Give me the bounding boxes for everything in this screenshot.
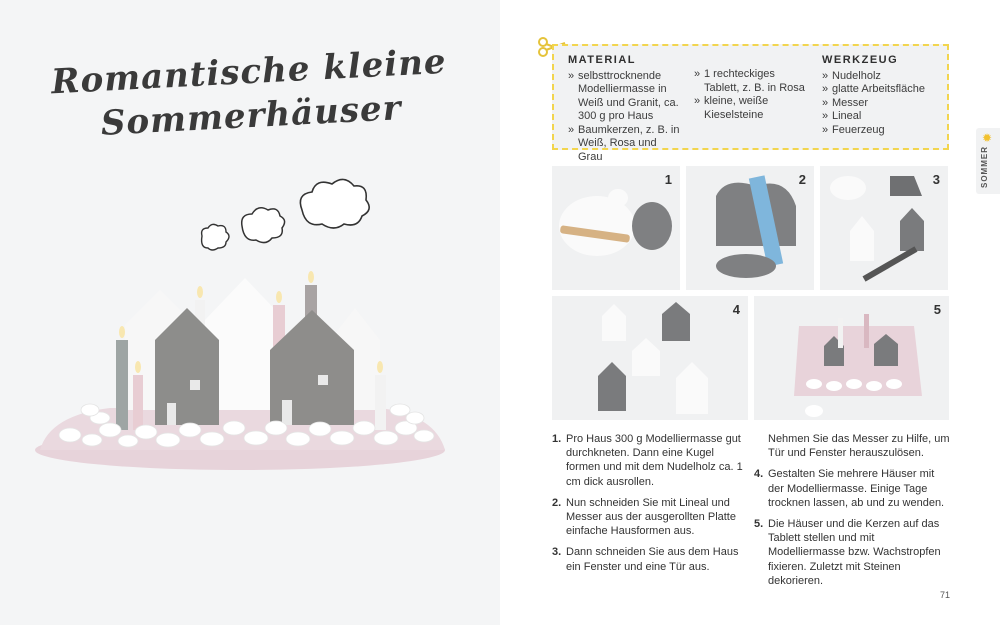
step-1 (552, 432, 747, 489)
werkzeug-heading: WERKZEUG (822, 54, 899, 66)
material-item: » Baumkerzen, z. B. in Weiß, Rosa und Grau (568, 124, 683, 165)
werkzeug-column (822, 54, 942, 137)
step-text: Gestalten Sie mehrere Häuser mit der Modelliermasse. Einige Tage trocknen lassen, ab und zu wenden. (768, 468, 945, 509)
step-photo-5 (754, 296, 949, 420)
step-number: 4 (732, 302, 740, 317)
material-column-1 (568, 54, 683, 164)
step-number: 5 (933, 302, 941, 317)
title-line-2: Sommerhäuser (99, 88, 403, 144)
step-text: Die Häuser und die Kerzen auf das Tablett stellen und mit Modelliermasse bzw. Wachstropfen fixieren. Zuletzt mit Steinen dekorieren. (768, 518, 941, 587)
step-photo-2 (686, 166, 814, 290)
step-3 (552, 545, 747, 573)
werkzeug-item: » Feuerzeug (822, 124, 942, 138)
step-text: Pro Haus 300 g Modelliermasse gut durchkneten. Dann eine Kugel formen und mit dem Nudelholz ca. 1 cm dick ausrollen. (566, 433, 743, 488)
right-page (500, 0, 1000, 625)
title-line-1: Romantische kleine (50, 41, 448, 103)
step-3-continued: Nehmen Sie das Messer zu Hilfe, um Tür und Fenster herauszulösen. (768, 433, 950, 460)
chapter-tab (976, 128, 1000, 194)
step-number: 3 (932, 172, 940, 187)
material-item: » 1 rechteckiges Tablett, z. B. in Rosa (694, 68, 809, 95)
material-item: » kleine, weiße Kieselsteine (694, 95, 809, 122)
chapter-tab-label: SOMMER (980, 146, 989, 188)
step-index: 3. (552, 546, 562, 559)
step-photo-4 (552, 296, 748, 420)
step-5 (754, 517, 952, 588)
cloud-icon (300, 179, 369, 228)
step-number: 2 (798, 172, 806, 187)
material-item: » selbsttrocknende Modelliermasse in Weiß und Granit, ca. 300 g pro Haus (568, 70, 683, 124)
werkzeug-item: » Lineal (822, 110, 942, 124)
step-photo-3 (820, 166, 948, 290)
step-text: Nun schneiden Sie mit Lineal und Messer aus der ausgerollten Platte einfache Hausformen aus. (566, 496, 736, 538)
werkzeug-item: » glatte Arbeitsfläche (822, 83, 942, 97)
candle (375, 375, 386, 430)
page-title (48, 42, 452, 147)
step-text: Dann schneiden Sie aus dem Haus ein Fenster und eine Tür aus. (566, 546, 739, 573)
cloud-icon (202, 224, 229, 250)
step-2 (552, 496, 747, 539)
werkzeug-item: » Messer (822, 97, 942, 111)
material-heading: MATERIAL (568, 54, 637, 66)
page-number: 71 (940, 590, 951, 600)
cloud-icon (242, 208, 285, 243)
step-index: 4. (754, 468, 764, 481)
material-column-2 (694, 68, 809, 122)
hero-photo (30, 160, 470, 490)
step-4 (754, 467, 952, 510)
step-photo-1 (552, 166, 680, 290)
sun-icon: ✹ (982, 131, 993, 145)
instructions-right (754, 432, 952, 595)
instructions-left (552, 432, 747, 581)
step-number: 1 (664, 172, 672, 187)
step-index: 1. (552, 433, 562, 445)
candle (116, 340, 128, 430)
werkzeug-item: » Nudelholz (822, 70, 942, 84)
material-box (552, 44, 949, 163)
candle (133, 375, 143, 430)
step-index: 5. (754, 518, 764, 531)
step-index: 2. (552, 496, 562, 509)
